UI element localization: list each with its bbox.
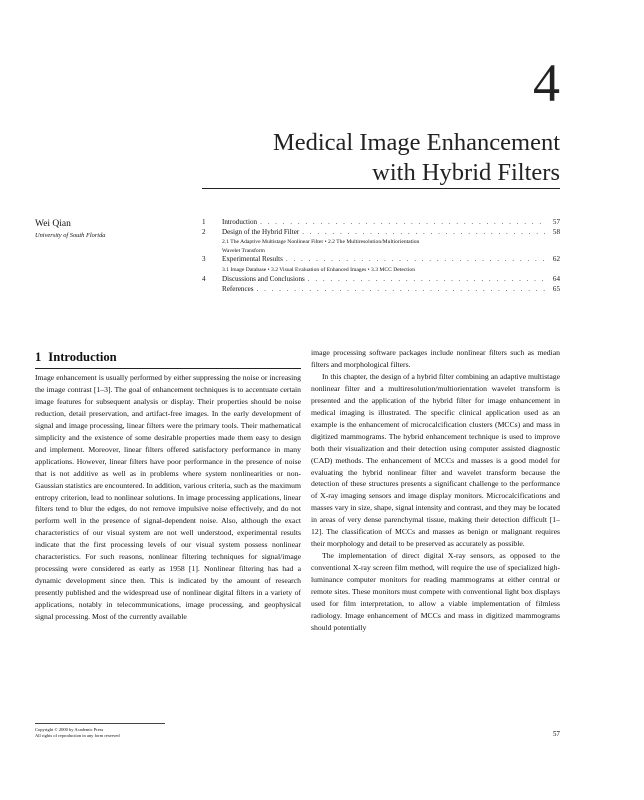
- paragraph: image processing software packages include nonlinear filters such as median filters and morphological filters.: [311, 348, 560, 369]
- section-number: 1: [35, 350, 42, 364]
- toc-entry-number: 4: [202, 274, 206, 283]
- toc-entry-experimental-results[interactable]: [202, 255, 560, 265]
- toc-leader-dots: [257, 285, 545, 293]
- toc-subentry-line: 2.1 The Adaptive Multistage Nonlinear Filter • 2.2 The Multiresolution/Multiorientation: [222, 239, 420, 246]
- toc-entry-references[interactable]: [202, 285, 560, 295]
- paragraph: Image enhancement is usually performed by either suppressing the noise or increasing the image contrast [1–3]. The goal of enhancement techniques is to accentuate certain image features for subsequent analysis or display. Their properties should be noise reduction, detail preservation, and artifact-free images. In the early development of signal and image processing, linear filters were the primary tools. Their mathematical simplicity and the existence of some desirable properties made them easy to design and implement. Moreover, linear filters offered satisfactory performance in many applications. However, linear filters have poor performance in the presence of noise that is not additive as well as in problems where system nonlinearities or non-Gaussian statistics are encountered. In addition, various criteria, such as the maximum entropy criterion, lead to nonlinear solutions. In image processing applications, linear filters tend to blur the edges, do not remove impulsive noise effectively, and do not perform well in the presence of signal-dependent noise. Also, although the exact characteristics of our visual system are not well understood, experimental results indicate that the first processing levels of our visual system possess nonlinear characteristics. For such reasons, nonlinear filtering techniques for signal/image processing were considered as early as 1958 [1]. Nonlinear filtering has had a dynamic development since then. This is indicated by the amount of research presently published and the widespread use of nonlinear digital filters in a variety of applications, notably in telecommunications, image processing, and geophysical signal processing. Most of the currently available: [35, 373, 301, 622]
- toc-entry-title: Experimental Results: [222, 255, 283, 264]
- toc-entry-page: 58: [552, 228, 560, 237]
- toc-leader-dots: [286, 255, 545, 263]
- copyright-line: Copyright © 2000 by Academic Press: [35, 727, 104, 732]
- author-affiliation: University of South Florida: [35, 232, 106, 239]
- title-rule: [202, 188, 560, 189]
- toc-subentry-line: 3.1 Image Database • 3.2 Visual Evaluation of Enhanced Images • 3.3 MCC Detection: [222, 266, 415, 273]
- author-block: [35, 219, 195, 240]
- toc-leader-dots: [260, 218, 545, 226]
- toc-leader-dots: [302, 228, 545, 236]
- rights-line: All rights of reproduction in any form reserved: [35, 733, 120, 739]
- paragraph: The implementation of direct digital X-ray sensors, as opposed to the conventional X-ray screen film method, will require the use of specialized high-luminance computer monitors for reading mammograms at either central or remote sites. These monitors must compete with conventional light box displays used for film interpretation, to allow a viable implementation of filmless radiology. Image enhancement of MCCs and mass in digitized mammograms should potentially: [311, 551, 560, 632]
- chapter-title-line-1: Medical Image Enhancement: [272, 129, 560, 156]
- toc-entry-title: Introduction: [222, 218, 258, 226]
- author-name: Wei Qian: [35, 219, 71, 229]
- toc-entry-page: 57: [552, 218, 560, 226]
- toc-leader-dots: [308, 275, 545, 283]
- toc-entry-page: 64: [552, 274, 560, 283]
- page-number: 57: [552, 730, 560, 738]
- toc-entry-design[interactable]: [202, 228, 560, 238]
- toc-entry-page: 62: [552, 255, 560, 264]
- toc-entry-title: References: [222, 284, 254, 293]
- toc-entry-number: 2: [202, 228, 206, 237]
- toc-entry-introduction[interactable]: [202, 218, 560, 228]
- toc-entry-title: Design of the Hybrid Filter: [222, 228, 300, 237]
- toc-entry-page: 65: [552, 284, 560, 293]
- section-heading: [35, 349, 301, 369]
- toc-subentry-line: Wavelet Transform: [222, 247, 265, 254]
- copyright-footnote: [35, 723, 165, 740]
- chapter-title-line-2: with Hybrid Filters: [372, 159, 560, 186]
- body-column-left: [35, 349, 301, 623]
- body-column-right: [311, 347, 560, 634]
- toc-entry-title: Discussions and Conclusions: [222, 274, 305, 283]
- chapter-title: [140, 128, 560, 188]
- table-of-contents: [202, 218, 560, 295]
- section-title: Introduction: [48, 350, 117, 364]
- toc-subentries-experimental-results: [222, 266, 560, 275]
- toc-entry-discussions[interactable]: [202, 275, 560, 285]
- toc-subentries-design: [222, 238, 560, 255]
- paragraph: In this chapter, the design of a hybrid filter combining an adaptive multistage nonlinear filter and a multiresolution/multiorientation wavelet transform is presented and the application of the hybrid filter for image enhancement in medical imaging is illustrated. The specific clinical application used as an example is the enhancement of microcalcification clusters (MCCs) and mass in digitized mammograms. The hybrid enhancement technique is used to improve both their visualization and their detection using computer assisted diagnostic (CAD) methods. The enhancement of MCCs and masses is a good model for evaluating the hybrid nonlinear filter and wavelet transform because the detection of these structures presents a significant challenge to the performance of X-ray imaging sensors and image display monitors. Microcalcifications and masses vary in size, shape, signal intensity and contrast, and they may be located in areas of very dense parenchymal tissue, making their detection difficult [1–12]. The classification of MCCs and masses as benign or malignant requires their morphology and detail to be preserved as accurately as possible.: [311, 371, 560, 549]
- toc-entry-number: 1: [202, 218, 206, 226]
- chapter-number: 4: [533, 53, 560, 113]
- toc-entry-number: 3: [202, 255, 206, 264]
